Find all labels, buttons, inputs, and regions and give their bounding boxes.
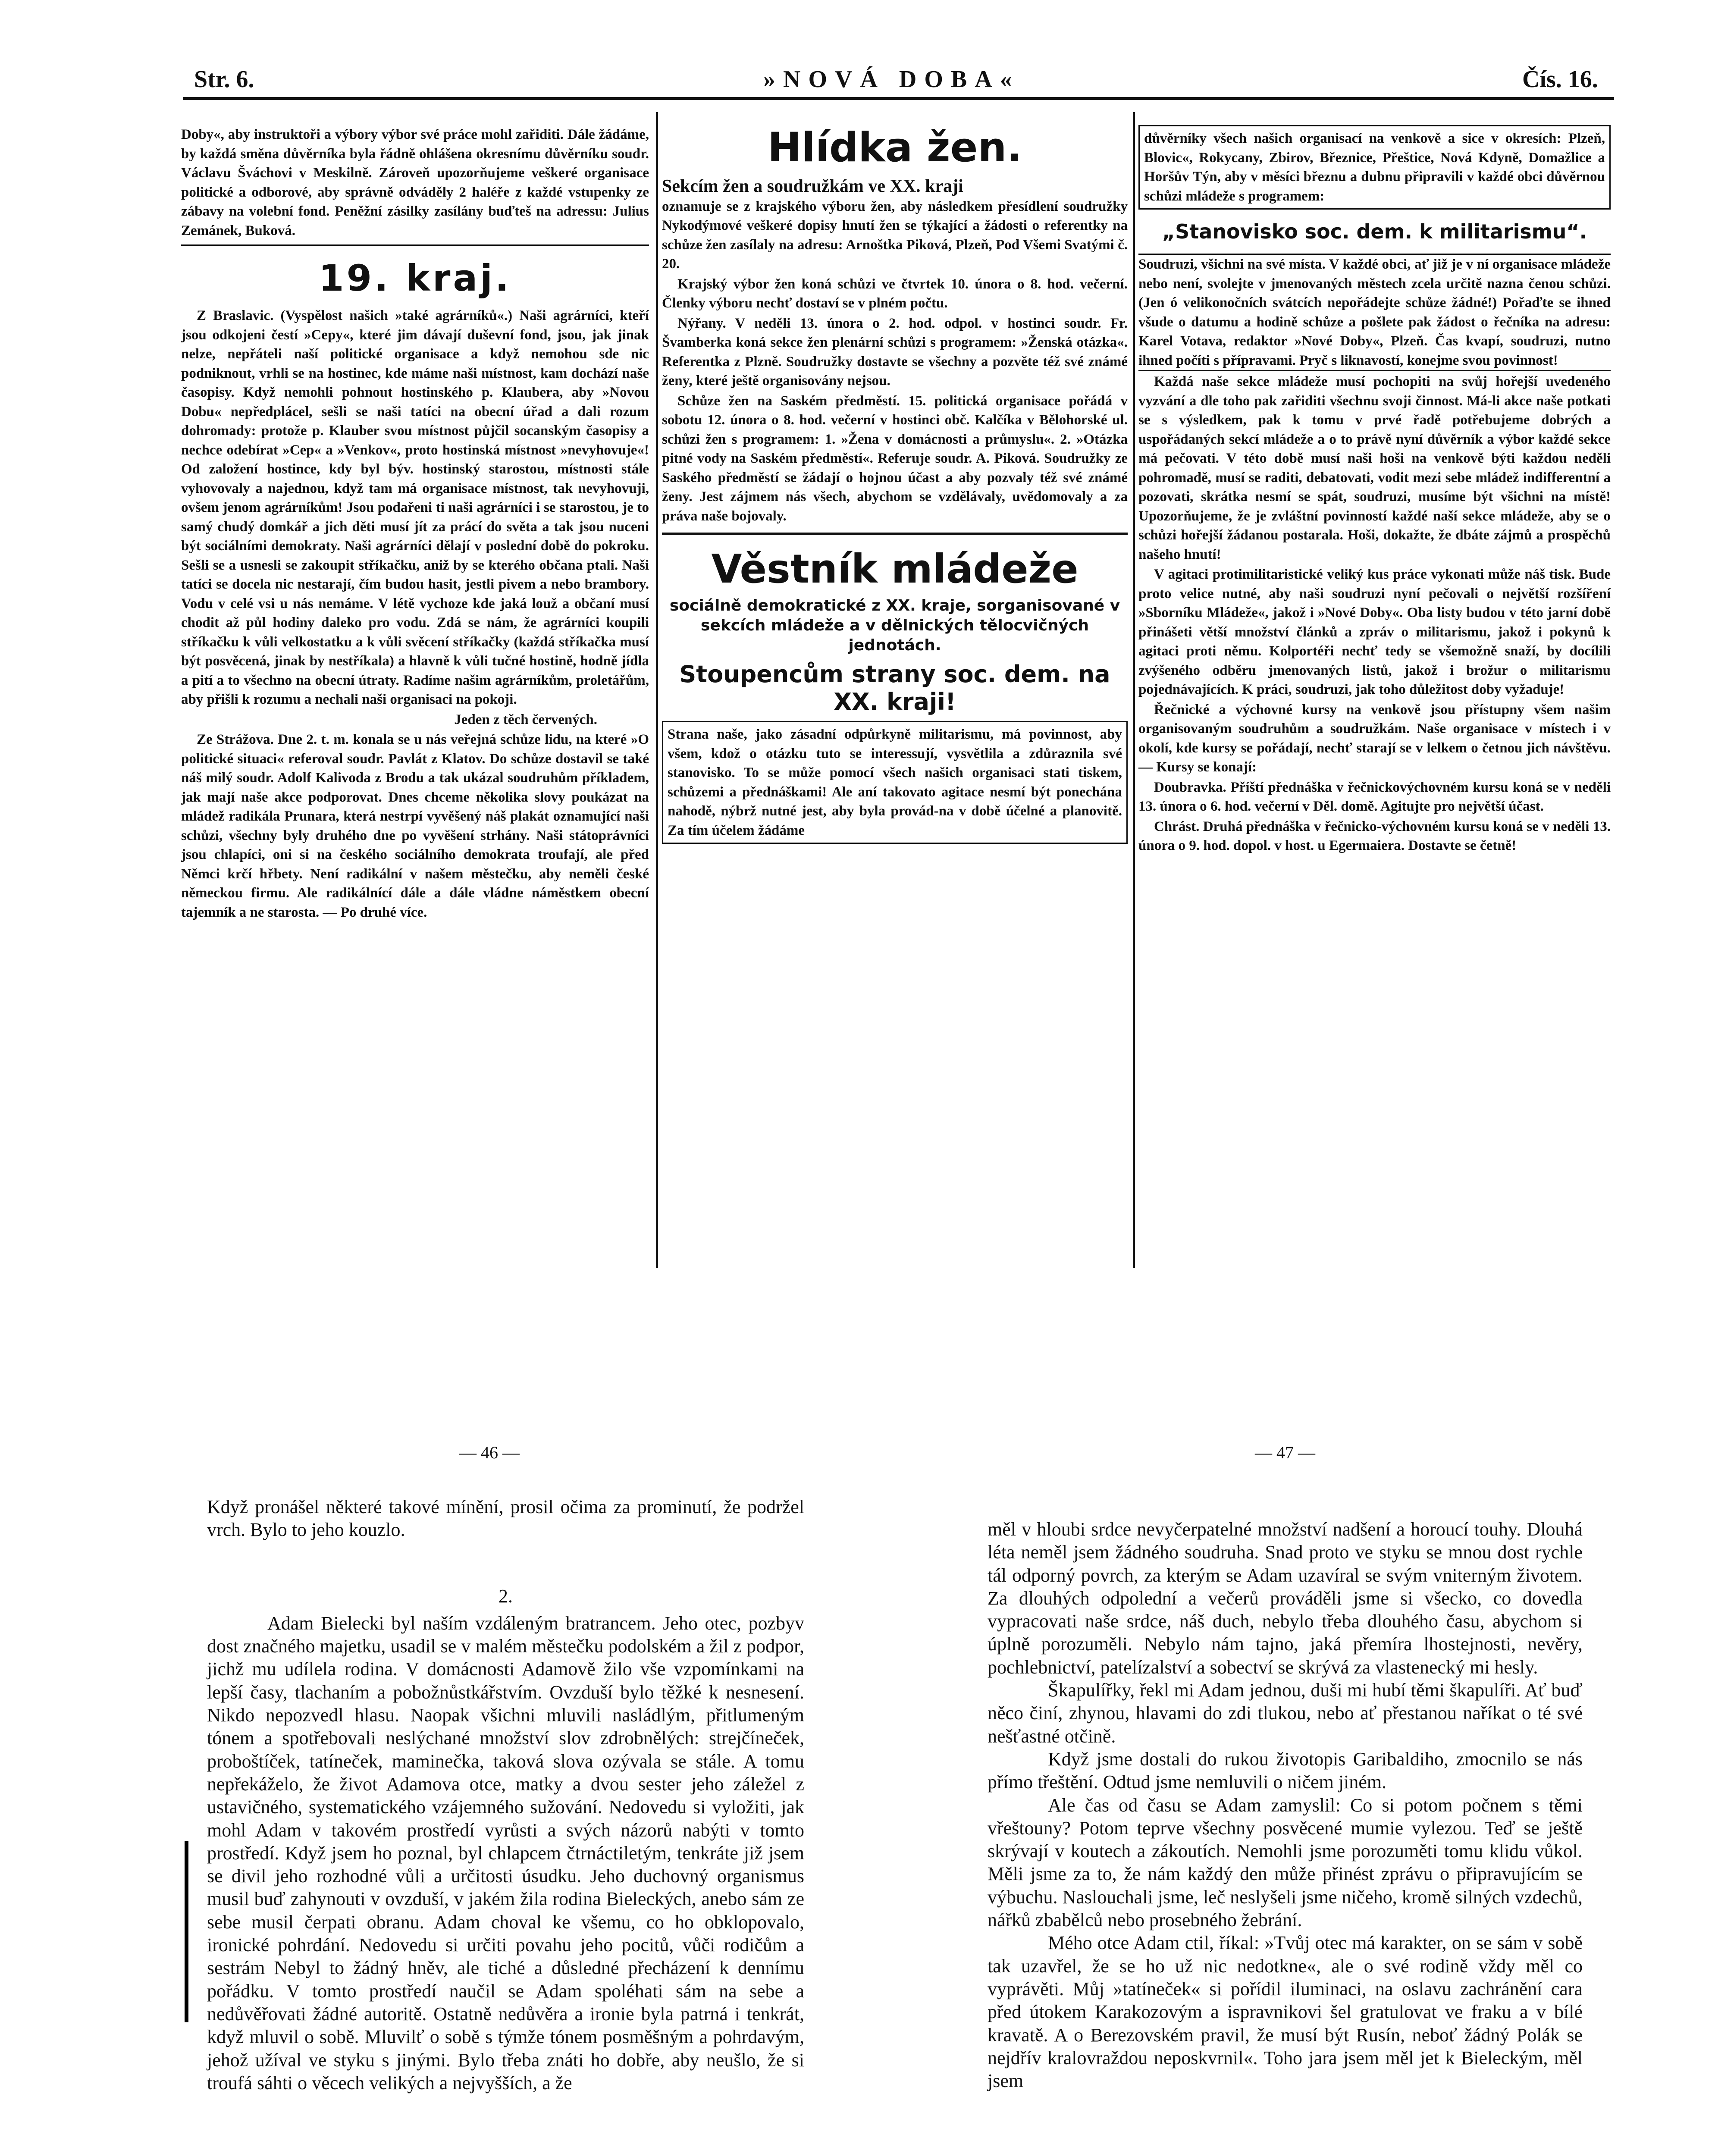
masthead: »NOVÁ DOBA« bbox=[763, 66, 1020, 93]
article-doubravka: Doubravka. Příští přednáška v řečnickovýchovném kursu koná se v neděli 13. února o 6. hod. večerní v Děl. domě. Agitujte pro největší účast. bbox=[1138, 779, 1611, 814]
header-rule bbox=[183, 97, 1614, 100]
right-paragraph-4: Mého otce Adam ctil, říkal: »Tvůj otec má karakter, on se sám v sobě tak uzavřel, že se ho už nic nedotkne«, ale o své rodině vždy měl co vyprávěti. Můj »tatíneček« si pořídil iluminaci, na oslavu zachránění cara před útokem Karakozovým a ispravnikovi šel gratulovat ve fraku a v bílé kravatě. A o Berezovském pravil, že musí být Rusín, neboť žádný Polák se nejdřív kralovraždou neposkvrnil«. Toho jara jsem měl jet k Bieleckým, měl jsem bbox=[988, 1932, 1583, 2092]
notice-address: oznamuje se z krajského výboru žen, aby následkem přesídlení soudružky Nykodýmové veškeré dopisy hnutí žen se týkající a žádosti o referentky na schůze žen zasílaly na adresu: Arnoštka Piková, Plzeň, Pod Všemi Svatými č. 20. bbox=[662, 198, 1128, 272]
vestnik-subtitle: sociálně demokratické z XX. kraje, sorganisované v sekcích mládeže a v dělnických tělocvičných jednotách. bbox=[669, 597, 1120, 654]
signature: Jeden z těch červených. bbox=[454, 711, 597, 727]
col1-intro: Doby«, aby instruktoři a výbory výbor své práce mohl zařiditi. Dále žádáme, by každá směna důvěrníka byla řádně ohlášena okresnímu důvěrníku soudr. Václavu Šváchovi v Meskilně. Zároveň upozorňujeme veškeré organisace politické a odborové, aby správně odváděly 2 haléře z každé vstupenky ze zábavy na volební fond. Peněžní zásilky zasílány buďteš na adressu: Julius Zemánek, Buková. bbox=[181, 127, 649, 238]
quoted-topic: „Stanovisko soc. dem. k militarismu“. bbox=[1162, 220, 1587, 243]
divider bbox=[181, 244, 649, 246]
article-chrast: Chrást. Druhá přednáška v řečnicko-výchovném kursu koná se v neděli 13. února o 9. hod. dopol. v host. u Egermaiera. Dostavte se četně! bbox=[1138, 818, 1611, 853]
chapter-number: 2. bbox=[499, 1585, 513, 1607]
notice-committee: Krajský výbor žen koná schůzi ve čtvrtek 10. února o 8. hod. večerní. Členky výboru nechť dostaví se v plném počtu. bbox=[662, 276, 1128, 311]
notice-nyrany: Nýřany. V neděli 13. února o 2. hod. odpol. v hostinci soudr. Fr. Švamberka koná sekce žen plenární schůzi s programem: »Ženská otázka«. Referentka z Plzně. Soudružky dostavte se všechny a pozvěte též své známé ženy, které ještě organisovány nejsou. bbox=[662, 315, 1128, 389]
notice-saske-predmesti: Schůze žen na Saském předměstí. 15. politická organisace pořádá v sobotu 12. února o 8. hod. večerní v hostinci obč. Kalčíka v Bělohorské ul. schůzi žen s programem: 1. »Žena v domácnosti a průmyslu«. 2. »Otázka pitné vody na Saském předměstí«. Referuje soudr. A. Piková. Soudružky ze Saského předměstí se žádají o hojnou účast a aby pozvaly též své známé ženy. Jest zájmem nás všech, abychom se vzdělávaly, uvědomovaly a za práva naše bojovaly. bbox=[662, 393, 1128, 524]
right-paragraph-1: Škapulířky, řekl mi Adam jednou, duši mi hubí těmi škapulíři. Ať buď něco činí, zhynou, hlavami do zdi tlukou, nebo ať přestanou naříkat o té své nešťastné otčině. bbox=[988, 1680, 1583, 1747]
left-paragraph-0: Když pronášel některé takové mínění, prosil očima za prominutí, že podržel vrch. Bylo to jeho kouzlo. bbox=[207, 1496, 804, 1541]
article-braslavice: Z Braslavic. (Vyspělost našich »také agrárníků«.) Naši agrárníci, kteří jsou odkojeni čestí »Cepy«, které jim dávají duševní fond, jsou, jak jinak nelze, nepřáteli naší politické organisace a když nemohou sde nic podniknout, vrhli se na hostinec, kde máme naši místnost, kam dochází naše časopisy. Když nemohli pohnout hostinského p. Klaubera, aby »Novou Dobu« nepředplácel, sešli se naši tatíci na obecní úřad a dali rozum dohromady: protože p. Klauber svou místnost půjčil socanským časopisy a nechce odebírat »Cep« a »Venkov«, proto hostinská místnost »nevyhovuje«! Od založení hostince, kdy byl býv. hostinský starostou, místnosti stále vyhovovaly a najednou, když tam má organisace místnost, tak nevyhovuji, ovšem jenom agrárníkům! Jsou podařeni ti naši agrárníci i se starostou, je to samý chudý domkář a jich děti musí jít za prácí do světa a tak jsou nuceni být sociálními demokraty. Naši agrárníci dělají v poslední době do pokroku. Sešli se a usnesli se zakoupit stříkačku, aniž by se kterého občana ptali. Naši tatíci se docela nic nestarají, čím budou hasit, jestli pivem a nebo brambory. Vodu v celé vsi u nás nemáme. V létě vychoze kde jaká louž a občaní musí chodit až půl hodiny daleko pro vodu. Zdá se nám, že agrárníci koupili stříkačku k vůli velkostatku a k vůli svěcení stříkačky (každá stříkačka musí být posvěcená, jinak by nestříkala) a hlavně k vůli tučné hostině, hodně jídla a pití a to všechno na obecní útraty. Radíme našim agrárníkům, proletářům, aby přišli k rozumu a nechali naši organisaci na pokoji. bbox=[181, 308, 649, 707]
call-to-supporters: Stoupencům strany soc. dem. na XX. kraji! bbox=[679, 661, 1110, 715]
column-rule bbox=[656, 112, 658, 1268]
boxed-appeal: Strana naše, jako zásadní odpůrkyně militarismu, má povinnost, aby všem, kdož o otázku tuto se interessují, vysvětlila a zdůraznila své stanovisko. To se může pomocí všech našich organisaci stati tiskem, schůzemi a přednáškami! Ale aní takovato agitace nesmí být ponechána nahodě, nýbrž nutné jest, aby byla provád-na v době účelné a planovitě. Za tím účelem žádáme bbox=[662, 721, 1128, 844]
section-title-hlidka-zen: Hlídka žen. bbox=[767, 124, 1022, 171]
divider bbox=[662, 533, 1128, 535]
right-book-page bbox=[988, 1518, 1583, 2092]
news-column-1 bbox=[181, 125, 649, 923]
issue-number: Čís. 16. bbox=[1522, 66, 1598, 93]
left-page-number: — 46 — bbox=[459, 1443, 520, 1462]
right-paragraph-3: Ale čas od času se Adam zamyslil: Co si potom počnem s těmi vřeštouny? Potom teprve všechny posvěcené mumie vylezou. Teď se ještě skrývají v koutech a zákoutích. Nemohli jsme porozuměti tomu klidu vůkol. Měli jsme za to, že nám každý den může přinést zprávu o připravujícím se výbuchu. Naslouchali jsme, leč neslyšeli jsme ničeho, kromě silných vzdechů, nářků zbabělců nebo prosebného žebrání. bbox=[988, 1794, 1583, 1931]
instructions: Soudruzi, všichni na své místa. V každé obci, ať již je v ní organisace mládeže nebo není, svolejte v jmenovaných městech zcela určitě nazna čenou schůzi. (Jen ó velikonočních svátcích nepořádejte schůze žádné!) Pořaďte se ihned všude o datumu a hodině schůze a pošlete pak žádost o řečníka na adresu: Karel Votava, redaktor »Nové Doby«, Plzeň. Čas kvapí, soudruzi, nutno ihned počíti s přípravami. Pryč s liknavostí, konejme svou povinnost! bbox=[1138, 254, 1611, 371]
column-rule bbox=[1133, 112, 1135, 1268]
notice-heading: Sekcím žen a soudružkám ve XX. kraji bbox=[662, 176, 963, 196]
article-strazov: Ze Strážova. Dne 2. t. m. konala se u nás veřejná schůze lidu, na které »O politické situaci« referoval soudr. Pavlát z Klatov. Do schůze dostavil se také náš milý soudr. Adolf Kalivoda z Brodu a tak ukázal soudruhům příkladem, jak mají naše akce podporovat. Dnes chceme několika slovy poukázat na mládež radikála Prunara, která nestrpí vyvěšený náš plakát oznamující naši schůzi, všechny byly druhého dne po vyvěšení strhány. Naši státoprávníci jsou chlapíci, oni si na českého sociálního demokrata troufají, ale před Němci krčí hřbety. Není radikální v našem městečku, aby neměli české německou firmu. Ale radikálnící dále a dále vládne náměstkem obecní tajemník a ne starosta. — Po druhé více. bbox=[181, 732, 649, 920]
right-paragraph-2: Když jsme dostali do rukou životopis Garibaldiho, zmocnilo se nás přímo třeštění. Odtud jsme nemluvili o ničem jiném. bbox=[988, 1748, 1583, 1793]
left-paragraph-1: Adam Bielecki byl naším vzdáleným bratrancem. Jeho otec, pozbyv dost značného majetku, usadil se v malém městečku podolském a žil z podpor, jichž mu udílela rodina. V domácnosti Adamově žilo vše vzpomínkami na lepší časy, tlachaním a pobožnůstkářstvím. Ovzduší bylo těžké k nesnesení. Nikdo nepozvedl hlasu. Naopak všichni mluvili nasládlým, přitlumeným tónem a spotřebovali neslýchané množství slov zdrobnělých: strejčíneček, proboštíček, tatíneček, maminečka, taková slova ozývala se stále. A tomu nepřekáželo, že život Adamova otce, matky a dvou sester jeho záležel z ustavičného, systematického vzájemného sužování. Nedovedu si vyložiti, jak mohl Adam v takovém prostředí vyrůsti a svých názorů nabýti v tomto prostředí. Když jsem ho poznal, byl chlapcem čtrnáctiletým, tenkráte již jsem se divil jeho rozhodné vůli a určitosti úsudku. Jeho duchovný organismus musil buď zahynouti v ovzduší, v jakém žila rodina Bieleckých, anebo sám ze sebe musil čerpati obranu. Adam choval ke všemu, co ho obklopovalo, ironické pohrdání. Nedovedu si určiti povahu jeho pocitů, vůči rodičům a sestrám Nebyl to žádný hněv, ale tiché a důsledné přecházení k dennímu pořádku. V tomto prostředí naučil se Adam spoléhati sám na sebe a nedůvěřovati žádné autoritě. Ostatně nedůvěra a ironie byla patrná i tenkrát, když mluvil o sobě. Mluvilť o sobě s týmže tónem posměšným a pohrdavým, jehož užíval ve styku s jinými. Bylo třeba znáti ho dobře, aby neušlo, že si troufá sáhti o věcech velikých a nejvyšších, a že bbox=[207, 1612, 804, 2093]
article-sekce-mladeze: Každá naše sekce mládeže musí pochopiti na svůj hořejší uvedeného vyzvání a dle toho pak zařiditi všechnu svoji činnost. Má-li akce naše potkati se s výsledkem, pak k tomu v prvé řadě potřebujeme dobrých a uspořádaných sekcí mládeže a o to právě nyní důvěrník a výbor každé sekce má pečovati. V této době musí naši hoši na venkově býti každou neděli pohromadě, musí se raditi, debatovati, vodit mezi sebe mládež indifferentní a pozovati, skrátka nesmí se spát, soudruzi, musíme být všichni na místě! Upozorňujeme, že je zvláštní povinností každé naší sekce mládeže, aby se o schůzi hořejší žádanou postarala. Hoši, dokažte, že dbáte zájmů a prospěchů našeho hnutí! bbox=[1138, 374, 1611, 562]
left-book-page bbox=[207, 1495, 804, 2094]
boxed-appeal-continued: důvěrníky všech našich organisací na venkově a sice v okresích: Plzeň, Blovic«, Rokycany, Zbirov, Březnice, Přeštice, Nová Kdyně, Domažlice a Horšův Týn, aby v měsíci březnu a dubnu připravili v každé obci důvěrnou schůzi mládeže s programem: bbox=[1138, 125, 1611, 210]
article-kursy: Řečnické a výchovné kursy na venkově jsou přístupny všem našim organisovaným soudruhům a soudružkám. Naše organisace v místech i v okolí, kde kursy se pořádají, nechť starají se v lelkem o četnou jich návštěvu. — Kursy se konají: bbox=[1138, 702, 1611, 775]
right-page-number: — 47 — bbox=[1255, 1443, 1315, 1462]
margin-mark bbox=[185, 1841, 188, 2022]
section-title-vestnik-mladeze: Věstník mládeže bbox=[711, 546, 1079, 592]
article-agitace: V agitaci protimilitaristické veliký kus práce vykonati může náš tisk. Bude proto velice nutné, aby naši soudruzi nyní pečovali o největší rozšíření »Sborníku Mládeže«, jakož i »Nové Doby«. Oba listy budou v této jarní době přinášeti větší množství článků a zpráv o militarismu, jakož i pokynů k agitaci proti němu. Kolportéři nechť tedy se všemožně snaží, by docílili zvýšeného odběru jmenovaných listů, jakož i brožur o militarismu pojednávajících. K práci, soudruzi, jak toho důležitost doby vyžaduje! bbox=[1138, 567, 1611, 697]
section-title-19-kraj: 19. kraj. bbox=[319, 257, 511, 299]
news-column-2 bbox=[662, 119, 1128, 845]
right-paragraph-0: měl v hloubi srdce nevyčerpatelné množství nadšení a horoucí touhy. Dlouhá léta neměl jsem žádného soudruha. Snad proto ve styku se mnou dost rychle tál odporný povrch, za kterým se Adam uzavíral se svým vniterným životem. Za dlouhých odpolední a večerů prováděli jsme si všecko, co dovedla vypracovati naše srdce, náš duch, nebylo třeba dlouhého času, abychom si úplně porozuměli. Nebylo nám tajno, jaká přemíra lhostejnosti, nevěry, pochlebnictví, patelízalství a sobectví se skrývá za vlastenecký mi hesly. bbox=[988, 1519, 1583, 1678]
page-label: Str. 6. bbox=[194, 66, 254, 93]
news-column-3 bbox=[1138, 125, 1611, 856]
